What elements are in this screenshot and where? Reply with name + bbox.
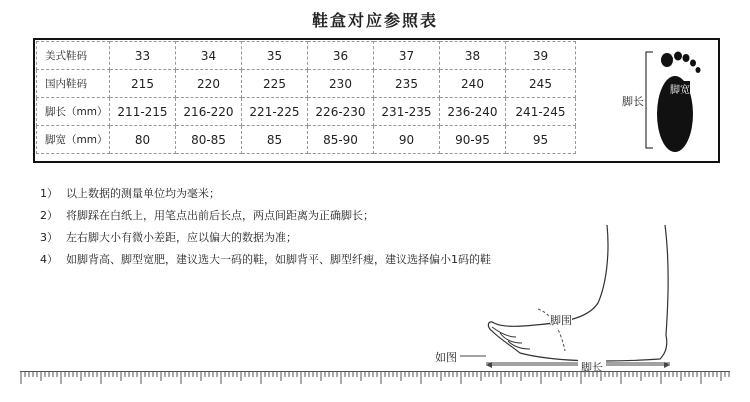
foot-width-label: 脚宽 xyxy=(670,81,690,96)
size-row xyxy=(37,126,576,154)
footprint-icon xyxy=(657,52,701,153)
length-label: 脚长 xyxy=(578,359,606,375)
size-cell: 38 xyxy=(440,42,506,70)
size-cell: 241-245 xyxy=(506,98,576,126)
note-item xyxy=(40,183,491,205)
size-cell: 230 xyxy=(308,70,374,98)
size-cell: 37 xyxy=(374,42,440,70)
as-shown-label: 如图 xyxy=(435,351,457,364)
note-text: 以上数据的测量单位均为毫米； xyxy=(66,187,220,200)
size-cell: 90-95 xyxy=(440,126,506,154)
size-cell: 221-225 xyxy=(242,98,308,126)
size-cell: 35 xyxy=(242,42,308,70)
size-cell: 245 xyxy=(506,70,576,98)
size-cell: 90 xyxy=(374,126,440,154)
foot-diagram xyxy=(620,48,716,154)
size-cell: 80 xyxy=(110,126,176,154)
row-label: 国内鞋码 xyxy=(37,70,110,98)
size-cell: 231-235 xyxy=(374,98,440,126)
foot-illustration xyxy=(430,215,750,375)
note-text: 如脚背高、脚型宽肥，建议选大一码的鞋，如脚背平、脚型纤瘦，建议选择偏小1码的鞋 xyxy=(66,253,491,266)
size-cell: 39 xyxy=(506,42,576,70)
foot-length-label: 脚长 xyxy=(622,95,644,108)
size-row xyxy=(37,42,576,70)
size-cell: 240 xyxy=(440,70,506,98)
note-number: 4） xyxy=(40,253,58,266)
size-cell: 33 xyxy=(110,42,176,70)
size-cell: 216-220 xyxy=(176,98,242,126)
size-cell: 220 xyxy=(176,70,242,98)
page-title: 鞋盒对应参照表 xyxy=(311,11,438,30)
note-number: 1） xyxy=(40,187,58,200)
note-text: 左右脚大小有微小差距，应以偏大的数据为准； xyxy=(66,231,297,244)
size-row xyxy=(37,70,576,98)
row-label: 美式鞋码 xyxy=(37,42,110,70)
size-cell: 36 xyxy=(308,42,374,70)
note-text: 将脚踩在白纸上，用笔点出前后长点，两点间距离为正确脚长； xyxy=(66,209,374,222)
size-cell: 211-215 xyxy=(110,98,176,126)
size-cell: 80-85 xyxy=(176,126,242,154)
size-row xyxy=(37,98,576,126)
row-label: 脚宽（mm） xyxy=(37,126,110,154)
note-number: 3） xyxy=(40,231,58,244)
girth-label: 脚围 xyxy=(550,314,572,327)
size-cell: 95 xyxy=(506,126,576,154)
size-chart-frame xyxy=(33,38,720,163)
note-item xyxy=(40,205,491,227)
size-cell: 235 xyxy=(374,70,440,98)
note-item xyxy=(40,227,491,249)
size-cell: 226-230 xyxy=(308,98,374,126)
size-cell: 225 xyxy=(242,70,308,98)
note-number: 2） xyxy=(40,209,58,222)
size-cell: 34 xyxy=(176,42,242,70)
note-item xyxy=(40,249,491,271)
size-table xyxy=(36,41,576,154)
size-cell: 215 xyxy=(110,70,176,98)
size-cell: 236-240 xyxy=(440,98,506,126)
ruler xyxy=(20,371,730,390)
size-cell: 85 xyxy=(242,126,308,154)
notes-list xyxy=(40,183,491,271)
row-label: 脚长（mm） xyxy=(37,98,110,126)
size-cell: 85-90 xyxy=(308,126,374,154)
